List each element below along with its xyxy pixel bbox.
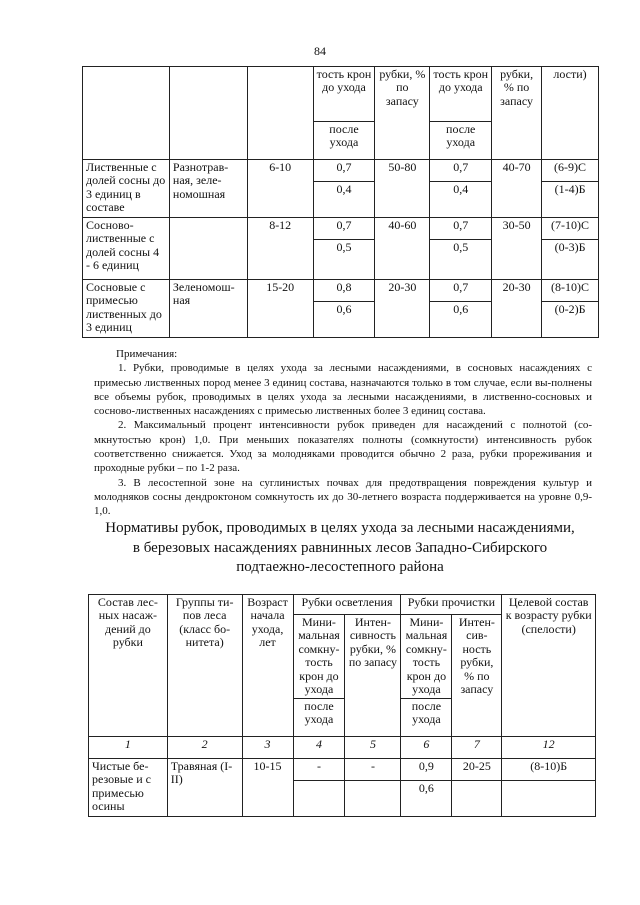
- table-header-row: [89, 595, 596, 615]
- table-cell: -: [345, 759, 401, 781]
- clearing-header: Рубки осветления: [293, 595, 401, 615]
- column-number-row: [89, 737, 596, 759]
- column-number: 7: [452, 737, 502, 759]
- table-cell: 0,6: [313, 302, 375, 338]
- density-before-header: Мини-мальная сомкну-тость крон до ухода: [401, 615, 452, 699]
- forest-groups-cell: Травяная (I-II): [167, 759, 242, 817]
- table-cell: 0,4: [313, 182, 375, 218]
- age-cell: 10-15: [242, 759, 293, 817]
- table-cell: 0,7: [313, 218, 375, 240]
- density-after-header: после ухода: [293, 699, 345, 737]
- composition-cell: Лиственные с долей сосны до 3 единиц в составе: [83, 160, 170, 218]
- table-row: [89, 759, 596, 781]
- column-number: 2: [167, 737, 242, 759]
- forest-groups-header: Группы ти-пов леса (класс бо-нитета): [167, 595, 242, 737]
- intensity-header: рубки, % по запасу: [492, 67, 542, 160]
- cleaning-header: Рубки прочистки: [401, 595, 502, 615]
- table-cell: (1-4)Б: [542, 182, 599, 218]
- table-cell: 20-25: [452, 759, 502, 781]
- intensity-header: рубки, % по запасу: [375, 67, 430, 160]
- column-number: 1: [89, 737, 168, 759]
- forest-type-cell: Разнотрав-ная, зеле-номошная: [169, 160, 247, 218]
- column-number: 4: [293, 737, 345, 759]
- density-after-header: после ухода: [313, 122, 375, 160]
- start-age-header: Возраст начала ухода, лет: [242, 595, 293, 737]
- table-cell: [452, 781, 502, 817]
- table-cell: 0,7: [430, 160, 492, 182]
- section-title-line: Нормативы рубок, проводимых в целях ухода за лесными насаждениями,: [105, 520, 575, 536]
- table-cell: -: [293, 759, 345, 781]
- section-title-line: подтаежно-лесостепного района: [236, 559, 444, 575]
- table-cell: 20-30: [492, 280, 542, 338]
- table-cell: 0,7: [313, 160, 375, 182]
- note-item: 2. Максимальный процент интенсивности рубок приведен для насаждений с полнотой (со-мкнутостью крон) 1,0. При меньших показателях полноты (сомкнутости) интенсивность рубок соответственно снижается. Уход за молодняками проводится обычно 2 раза, рубки прореживания и проходные рубки – по 1-2 раза.: [94, 419, 592, 475]
- table-cell: 0,7: [430, 218, 492, 240]
- density-before-header: Мини-мальная сомкну-тость крон до ухода: [293, 615, 345, 699]
- page-number: 84: [314, 44, 326, 58]
- table-cell: 0,9: [401, 759, 452, 781]
- table-cell: 0,7: [430, 280, 492, 302]
- table-cell: 0,8: [313, 280, 375, 302]
- table-cell: 0,6: [430, 302, 492, 338]
- target-header: лости): [542, 67, 599, 160]
- table-cell: (7-10)С: [542, 218, 599, 240]
- composition-cell: Чистые бе-резовые и с примесью осины: [89, 759, 168, 817]
- density-after-header: после ухода: [401, 699, 452, 737]
- table-cell: (0-3)Б: [542, 240, 599, 280]
- column-number: 3: [242, 737, 293, 759]
- table-cell: 0,5: [430, 240, 492, 280]
- table-cell: 30-50: [492, 218, 542, 280]
- table-cell: [502, 781, 596, 817]
- density-before-header: тость крон до ухода: [313, 67, 375, 122]
- table-cell: [293, 781, 345, 817]
- intensity-header: Интен-сив-ность рубки, % по запасу: [452, 615, 502, 737]
- table-cell: [345, 781, 401, 817]
- density-before-header: тость крон до ухода: [430, 67, 492, 122]
- table-cell: (8-10)С: [542, 280, 599, 302]
- table-cell: 0,4: [430, 182, 492, 218]
- density-after-header: после ухода: [430, 122, 492, 160]
- table-cell: [83, 67, 170, 160]
- composition-header: Состав лес-ных насаж-дений до рубки: [89, 595, 168, 737]
- table-row: [83, 280, 599, 302]
- table-cell: [169, 67, 247, 160]
- column-number: 6: [401, 737, 452, 759]
- table-cell: [247, 67, 313, 160]
- pine-thinning-table: [82, 66, 599, 338]
- table-cell: 40-70: [492, 160, 542, 218]
- composition-cell: Сосновые с примесью лиственных до 3 единиц: [83, 280, 170, 338]
- notes-block: [94, 347, 592, 519]
- intensity-header: Интен-сивность рубки, % по запасу: [345, 615, 401, 737]
- age-cell: 15-20: [247, 280, 313, 338]
- birch-thinning-table: [88, 594, 596, 817]
- section-title-line: в березовых насаждениях равнинных лесов Западно-Сибирского: [132, 539, 548, 556]
- forest-type-cell: Зеленомош-ная: [169, 280, 247, 338]
- forest-type-cell: [169, 218, 247, 280]
- table-header-row: [83, 67, 599, 122]
- target-header: Целевой состав к возрасту рубки (спелости): [502, 595, 596, 737]
- section-title: [80, 519, 600, 578]
- table-cell: 50-80: [375, 160, 430, 218]
- age-cell: 8-12: [247, 218, 313, 280]
- table-cell: 40-60: [375, 218, 430, 280]
- column-number: 5: [345, 737, 401, 759]
- table-row: [83, 218, 599, 240]
- composition-cell: Сосново-лиственные с долей сосны 4 - 6 единиц: [83, 218, 170, 280]
- table-cell: (0-2)Б: [542, 302, 599, 338]
- age-cell: 6-10: [247, 160, 313, 218]
- note-item: 3. В лесостепной зоне на суглинистых почвах для предотвращения повреждения культур и молодняков сосны дендроктоном сомкнутость их до 30-летнего возраста поддерживается на уровне 0,9-1,0.: [94, 476, 592, 518]
- table-cell: 0,5: [313, 240, 375, 280]
- note-item: 1. Рубки, проводимые в целях ухода за лесными насаждениями, в сосновых насаждениях с примесью лиственных пород менее 3 единиц состава, назначаются только в том случае, если вы-полнены все объемы рубок, проводимых в целях ухода за лесными насаждениями, в лиственно-сосновых и сосново-лиственных насаждениях с примесью лиственных более 3 единиц состава.: [94, 362, 592, 418]
- table-cell: (8-10)Б: [502, 759, 596, 781]
- table-cell: 20-30: [375, 280, 430, 338]
- column-number: 12: [502, 737, 596, 759]
- table-row: [83, 160, 599, 182]
- notes-heading: Примечания:: [116, 348, 178, 360]
- table-cell: 0,6: [401, 781, 452, 817]
- table-cell: (6-9)С: [542, 160, 599, 182]
